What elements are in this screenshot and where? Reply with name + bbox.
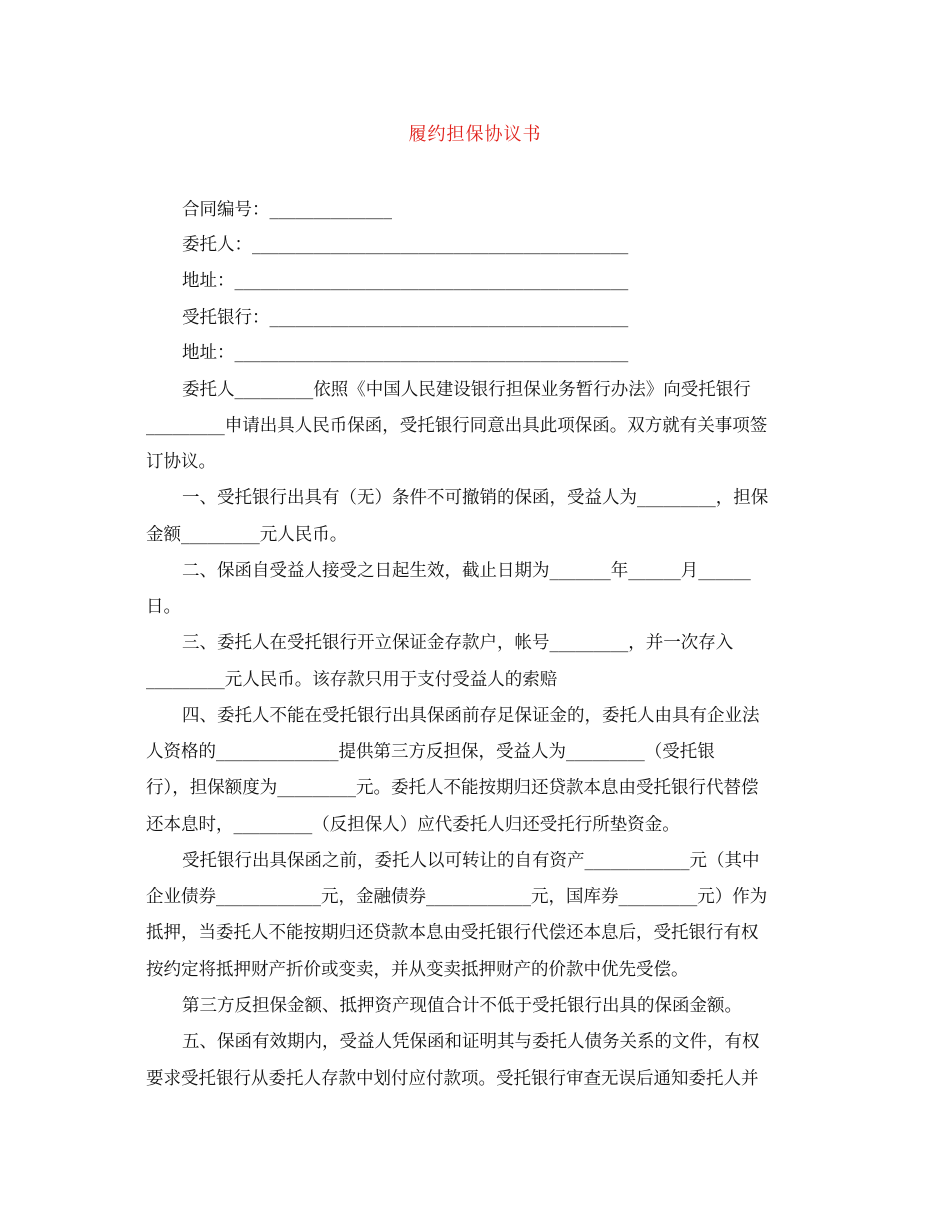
client-line: 委托人：___________________________________________ [182,235,629,255]
clause-5-line-2: 要求受托银行从委托人存款中划付应付款项。受托银行审查无误后通知委托人并 [146,1069,759,1089]
clause-4-line-1: 四、委托人不能在受托银行出具保函前存足保证金的，委托人由具有企业法 [182,706,760,726]
bank-line: 受托银行：_________________________________________ [182,308,629,328]
collateral-line-1: 受托银行出具保函之前，委托人以可转让的自有资产____________元（其中 [182,851,760,871]
clause-5-line-1: 五、保函有效期内，受益人凭保函和证明其与委托人债务关系的文件，有权 [182,1032,760,1052]
clause-2-line-2: 日。 [146,597,181,617]
bank-address-line: 地址：_____________________________________________ [182,343,629,363]
clause-3-line-1: 三、委托人在受托银行开立保证金存款户，帐号_________，并一次存入 [182,633,734,653]
guarantee-total-line: 第三方反担保金额、抵押资产现值合计不低于受托银行出具的保函金额。 [182,996,742,1016]
preamble-line-3: 订协议。 [146,452,216,472]
collateral-line-4: 按约定将抵押财产折价或变卖，并从变卖抵押财产的价款中优先受偿。 [146,960,689,980]
clause-3-line-2: _________元人民币。该存款只用于支付受益人的索赔 [146,670,558,690]
document-title: 履约担保协议书 [408,124,542,145]
clause-1-line-2: 金额_________元人民币。 [146,525,348,545]
clause-2-line-1: 二、保函自受益人接受之日起生效，截止日期为_______年______月______ [182,561,751,581]
client-address-line: 地址：_____________________________________________ [182,271,629,291]
clause-4-line-3: 行），担保额度为_________元。委托人不能按期归还贷款本息由受托银行代替偿 [146,778,759,798]
clause-1-line-1: 一、受托银行出具有（无）条件不可撤销的保函，受益人为_________，担保 [182,488,769,508]
preamble-line-1: 委托人_________依照《中国人民建设银行担保业务暂行办法》向受托银行 [182,380,751,400]
collateral-line-3: 抵押，当委托人不能按期归还贷款本息由受托银行代偿还本息后，受托银行有权 [146,923,759,943]
contract-number-line: 合同编号：______________ [182,200,392,220]
clause-4-line-4: 还本息时，_________（反担保人）应代委托人归还受托行所垫资金。 [146,815,680,835]
clause-4-line-2: 人资格的______________提供第三方反担保，受益人为_________（受托银 [146,742,715,762]
preamble-line-2: _________申请出具人民币保函，受托银行同意出具此项保函。双方就有关事项签 [146,416,768,436]
collateral-line-2: 企业债券____________元，金融债券____________元，国库券_________元）作为 [146,887,768,907]
